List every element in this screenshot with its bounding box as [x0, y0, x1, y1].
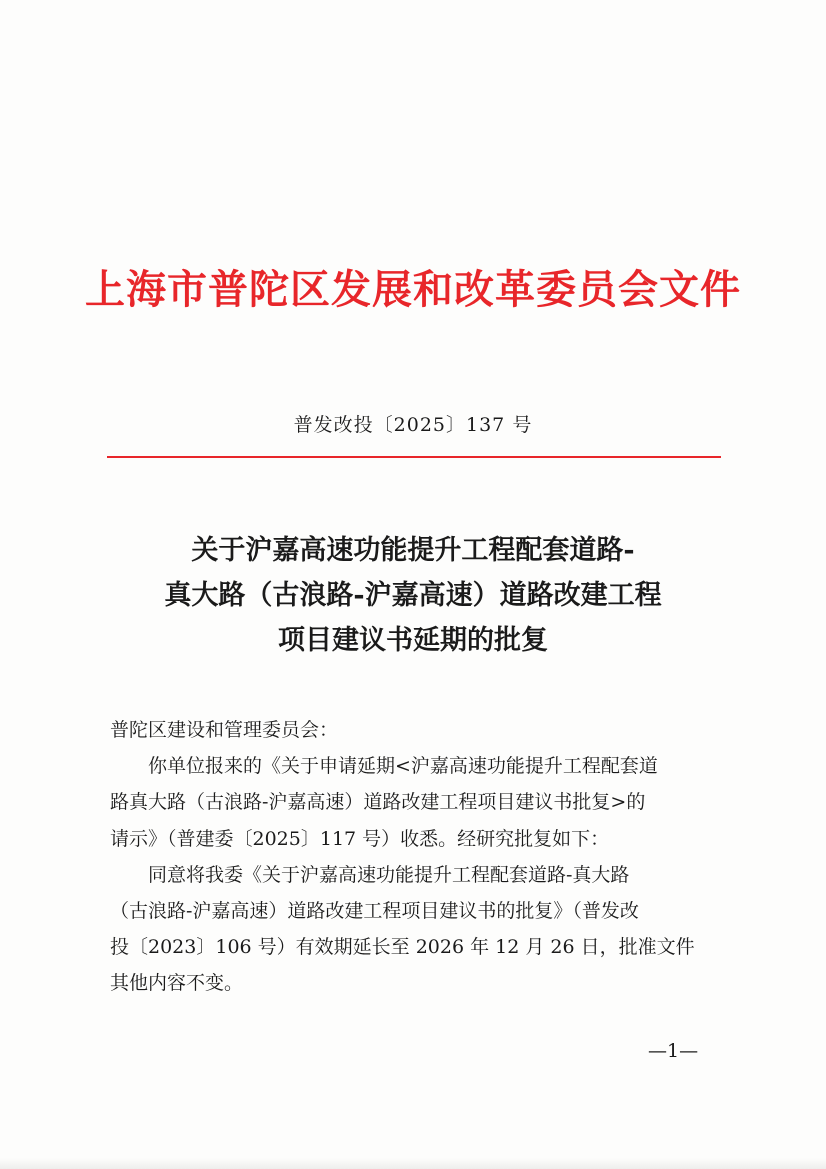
scan-bottom-edge: [0, 1158, 826, 1169]
body-line-1: 你单位报来的《关于申请延期<沪嘉高速功能提升工程配套道: [148, 755, 658, 778]
red-separator-line: [107, 456, 721, 458]
document-number: 普发改投〔2025〕137 号: [293, 414, 533, 436]
title-line-1: 关于沪嘉高速功能提升工程配套道路-: [191, 535, 635, 566]
body-line-7: 其他内容不变。: [110, 972, 244, 995]
body-line-6: 投〔2023〕106 号）有效期延长至 2026 年 12 月 26 日，批准文件: [110, 936, 695, 959]
issuer-header-title: 上海市普陀区发展和改革委员会文件: [85, 266, 741, 313]
salutation: 普陀区建设和管理委员会：: [110, 719, 339, 741]
document-title: [0, 528, 826, 663]
body-line-4: 同意将我委《关于沪嘉高速功能提升工程配套道路-真大路: [148, 863, 630, 886]
body-line-5: （古浪路-沪嘉高速）道路改建工程项目建议书的批复》（普发改: [110, 899, 639, 922]
title-line-3: 项目建议书延期的批复: [278, 625, 548, 656]
document-body: [110, 712, 728, 1002]
page-number: —1—: [648, 1040, 699, 1062]
body-line-3: 请示》（普建委〔2025〕117 号）收悉。经研究批复如下：: [110, 827, 610, 850]
body-line-2: 路真大路（古浪路-沪嘉高速）道路改建工程项目建议书批复>的: [110, 791, 646, 814]
title-line-2: 真大路（古浪路-沪嘉高速）道路改建工程: [164, 580, 662, 611]
